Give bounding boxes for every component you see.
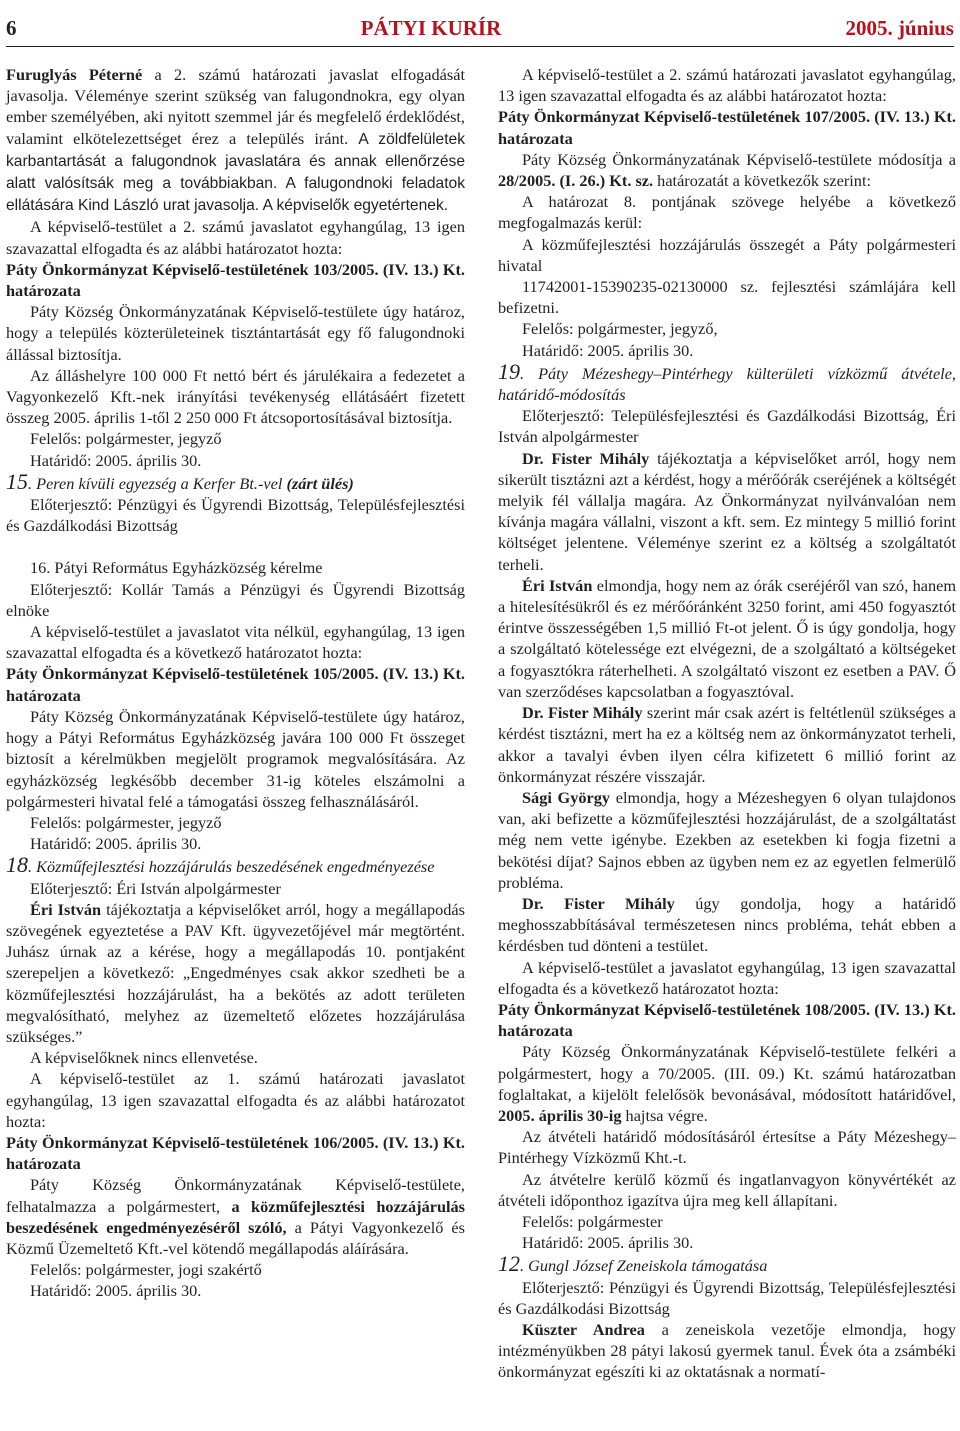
paragraph [498,575,956,702]
item-title: . Peren kívüli egyezség a Kerfer Bt.-vel [28,473,287,493]
item-title: . Gungl József Zeneiskola támogatása [520,1256,768,1276]
page-header [6,10,954,47]
publication-title: PÁTYI KURÍR [360,15,502,40]
presenter: Előterjesztő: Éri István alpolgármester [30,878,281,898]
paragraph-emphasis: 28/2005. (I. 26.) Kt. sz. [498,171,654,191]
paragraph: Páty Község Önkormányzatának Képviselő-testülete úgy határoz, hogy a Pátyi Református Egyházközség javára 100 000 Ft összeget biztosít a kérelmükben megjelölt programok megvalósítására. Az egyházközség legkésőbb december 31-ig köteles elszámolni a polgármesteri hivatal felé a támogatási összeg felhasználásáról. [6,706,465,811]
deadline: Határidő: 2005. április 30. [30,450,202,470]
paragraph-text: A zöldfelületek karbantartását a falugondnok javaslatára és annak ellenőrzése alatt valósítsák meg a továbbiakban. A falugondnoki feladatok ellátására Kind László urat javasolja. A képviselők egyetértenek. [6,130,465,215]
resolution-title: Páty Önkormányzat Képviselő-testületének 107/2005. (IV. 13.) Kt. határozata [498,107,956,148]
paragraph [498,149,956,191]
paragraph-text: elmondja, hogy a Mézeshegyen 6 olyan tulajdonos van, aki befizette a közműfejlesztési hozzájárulást, de a szolgáltatást még nem vette igénybe. Ezekben az esetekben ki fogja fizetni a bekötési díjat? Sajnos ebben az ügyben nem ez az egyetlen felmerülő probléma. [498,787,956,892]
paragraph: Az álláshelyre 100 000 Ft nettó bért és járulékaira a fedezetet a Vagyonkezelő Kft.-nek irányítási tevékenység ellátásáért fizetett összeg 2005. április 1-től 2 250 000 Ft átcsoportosításával biztosítja. [6,365,465,428]
item-number: 18 [6,852,28,878]
item-number: 19 [498,358,520,384]
paragraph: A közműfejlesztési hozzájárulás összegét a Páty polgármesteri hivatal [498,234,956,275]
paragraph: A képviselő-testület a 2. számú javaslatot egyhangúlag, 13 igen szavazattal elfogadta és az alábbi határozatot hozta: [6,217,465,258]
paragraph [498,1041,956,1126]
item-number: 12 [498,1251,520,1277]
deadline: Határidő: 2005. április 30. [30,834,202,854]
paragraph-text: a 2. számú határozati javaslat elfogadását javasolja. Véleménye szerint szükség van falugondnokra, egy olyan ember személyében, aki nyitott szemmel jár és megfelelő érdeklődést, valamint elkötelezettséget érez a település iránt. [6,65,465,148]
paragraph-text: szerint már csak azért is feltétlenül szükséges a kérdést tisztázni, mert ha ez a költség nem az önkormányzatot terheli, akkor a tavalyi évben ilyen célra kifizetett 6 millió forint az önkormányzat részére visszajár. [498,703,956,786]
speaker-name: Dr. Fister Mihály [522,703,643,723]
speaker-name: Éri István [522,575,593,595]
agenda-item [498,358,956,405]
responsible: Felelős: polgármester, jogi szakértő [30,1260,262,1280]
issue-date: 2005. június [845,15,954,40]
paragraph-text: tájékoztatja a képviselőket arról, hogy a megállapodás szövegének egyeztetése a PAV Kft. ügyvezetőjével már megtörtént. Juhász úrnak az a kérése, hogy a megállapodás 10. pontjaként szerepeljen a következő: „Engedményes csak akkor szedheti be a közműfejlesztési hozzájárulást, ha a bekötés az adott területen megvalósítható, melyhez az üzemeltető előzetes hozzájárulása szükséges.” [6,899,465,1046]
paragraph [498,1319,956,1383]
closed-session: (zárt ülés) [286,473,354,493]
speaker-name: Küszter Andrea [522,1319,645,1339]
responsible: Felelős: polgármester, jegyző, [522,319,718,339]
agenda-item [6,854,465,877]
agenda-item [498,1253,956,1276]
item-heading: 16. Pátyi Református Egyházközség kérelme [30,558,323,578]
paragraph-text: Páty Község Önkormányzatának Képviselő-testülete, felhatalmazza a polgármestert, [6,1175,465,1216]
page-number: 6 [6,15,17,40]
speaker-name: Sági György [522,787,611,807]
paragraph-emphasis: a közműfejlesztési hozzájárulás beszedésének engedményezéséről szóló, [6,1196,466,1237]
paragraph-text: Páty Község Önkormányzatának Képviselő-testülete módosítja a [522,149,956,169]
paragraph [498,787,956,893]
paragraph: A határozat 8. pontjának szövege helyébe a következő megfogalmazás kerül: [498,192,956,233]
paragraph-text: úgy gondolja, hogy a határidő meghosszabbításával természetesen nincs probléma, tehát ebben a kérdésben tud dönteni a testület. [498,893,956,956]
speaker-name: Dr. Fister Mihály [522,893,675,913]
resolution-title: Páty Önkormányzat Képviselő-testületének 105/2005. (IV. 13.) Kt. határozata [6,664,465,705]
deadline: Határidő: 2005. április 30. [30,1281,202,1301]
resolution-title: Páty Önkormányzat Képviselő-testületének 108/2005. (IV. 13.) Kt. határozata [498,999,956,1041]
paragraph: A képviselő-testület a javaslatot vita nélkül, egyhangúlag, 13 igen szavazattal elfogadta és a következő határozatot hozta: [6,622,465,663]
deadline: Határidő: 2005. április 30. [522,1233,694,1253]
speaker-name: Éri István [30,899,102,919]
item-title: . Páty Mézeshegy–Pintérhegy külterületi vízközmű átvétele, határidő-módosítás [498,363,956,405]
paragraph: A képviselő-testület a javaslatot egyhangúlag, 13 igen szavazattal elfogadta és a következő határozatot hozta: [498,957,956,998]
deadline: Határidő: 2005. április 30. [522,340,694,360]
paragraph: A képviselő-testület az 1. számú határozati javaslatot egyhangúlag, 13 igen szavazattal elfogadta és az alábbi határozatot hozta: [6,1069,465,1131]
speaker-name: Furuglyás Péterné [6,65,143,84]
paragraph: Az átvételre kerülő közmű és ingatlanvagyon könyvértékét az átvételi időponthoz igazítva újra meg kell állapítani. [498,1169,956,1210]
paragraph [498,702,956,787]
paragraph-text: a Pátyi Vagyonkezelő és Közmű Üzemeltető Kft.-vel kötendő megállapodás aláírására. [6,1217,465,1258]
paragraph: Az átvételi határidő módosításáról értesítse a Páty Mézeshegy–Pintérhegy Vízközmű Kht.-t. [498,1127,956,1168]
agenda-item [6,468,465,494]
paragraph-text: határozatát a következők szerint: [653,171,871,191]
paragraph-text: elmondja, hogy nem az órák cseréjéről van szó, hanem a hitelesítésükről és ez mérőóránként 3250 forint, ami 450 fogyasztót érintve összességében 1,5 millió Ft-ot jelent. Ő is úgy gondolja, hogy a szolgáltató kötelessége ezt elvégezni, de a szolgáltató a költségeket a fogyasztókra ráterhelheti. A szolgáltató viszont ez esetben a PAV. Ő van szerződéses kapcsolatban a fogyasztóval. [498,575,956,701]
left-column [6,64,465,1302]
item-number: 15 [6,468,28,494]
paragraph [498,448,956,575]
paragraph [6,1174,465,1259]
item-title: . Közműfejlesztési hozzájárulás beszedésének engedményezése [28,857,435,877]
presenter: Előterjesztő: Településfejlesztési és Gazdálkodási Bizottság, Éri István alpolgármester [498,406,956,447]
responsible: Felelős: polgármester, jegyző [30,429,222,449]
responsible: Felelős: polgármester [522,1211,663,1231]
right-column [498,64,956,1383]
paragraph [498,893,956,957]
paragraph-emphasis: 2005. április 30-ig [498,1105,622,1125]
paragraph: 11742001-15390235-02130000 sz. fejlesztési számlájára kell befizetni. [498,277,956,318]
resolution-title: Páty Önkormányzat Képviselő-testületének 103/2005. (IV. 13.) Kt. határozata [6,259,465,301]
paragraph [6,899,465,1047]
paragraph: A képviselő-testület a 2. számú határozati javaslatot egyhangúlag, 13 igen szavazattal elfogadta és az alábbi határozatot hozta: [498,65,956,106]
paragraph-text: Páty Község Önkormányzatának Képviselő-testülete felkéri a polgármestert, hogy a 70/2005. (III. 09.) Kt. számú határozatban foglaltakat, a kijelölt felelősök bevonásával, módosított határidővel, [498,1042,956,1104]
resolution-title: Páty Önkormányzat Képviselő-testületének 106/2005. (IV. 13.) Kt. határozata [6,1132,465,1174]
paragraph-text: hajtsa végre. [621,1105,708,1125]
paragraph-text: tájékoztatja a képviselőket arról, hogy nem sikerült tisztázni azt a kérdést, hogy a mérőórák cseréjének a költségét melyik fél vállalja magára. Az Önkormányzat nyilvánvalóan nem kívánja magára vállalni, viszont a kft. sem. Ez mintegy 5 millió forint költséget jelentene. Véleménye szerint ez a költség a szolgáltatót terheli. [498,448,956,574]
presenter: Előterjesztő: Pénzügyi és Ügyrendi Bizottság, Településfejlesztési és Gazdálkodási Bizottság [6,495,465,536]
presenter: Előterjesztő: Kollár Tamás a Pénzügyi és Ügyrendi Bizottság elnöke [6,579,465,620]
paragraph [6,64,465,216]
speaker-name: Dr. Fister Mihály [522,448,650,468]
responsible: Felelős: polgármester, jegyző [30,812,222,832]
presenter: Előterjesztő: Pénzügyi és Ügyrendi Bizottság, Településfejlesztési és Gazdálkodási Bizottság [498,1277,956,1318]
paragraph-text: a zeneiskola vezetője elmondja, hogy intézményükben 28 pátyi lakosú gyermek tanul. Évek óta a zsámbéki önkormányzat egészíti ki az oktatásnak a normatí- [498,1319,956,1382]
paragraph: A képviselőknek nincs ellenvetése. [30,1048,258,1068]
paragraph: Páty Község Önkormányzatának Képviselő-testülete úgy határoz, hogy a település közterületeinek tisztántartását egy fő falugondnoki állással biztosítja. [6,302,465,364]
